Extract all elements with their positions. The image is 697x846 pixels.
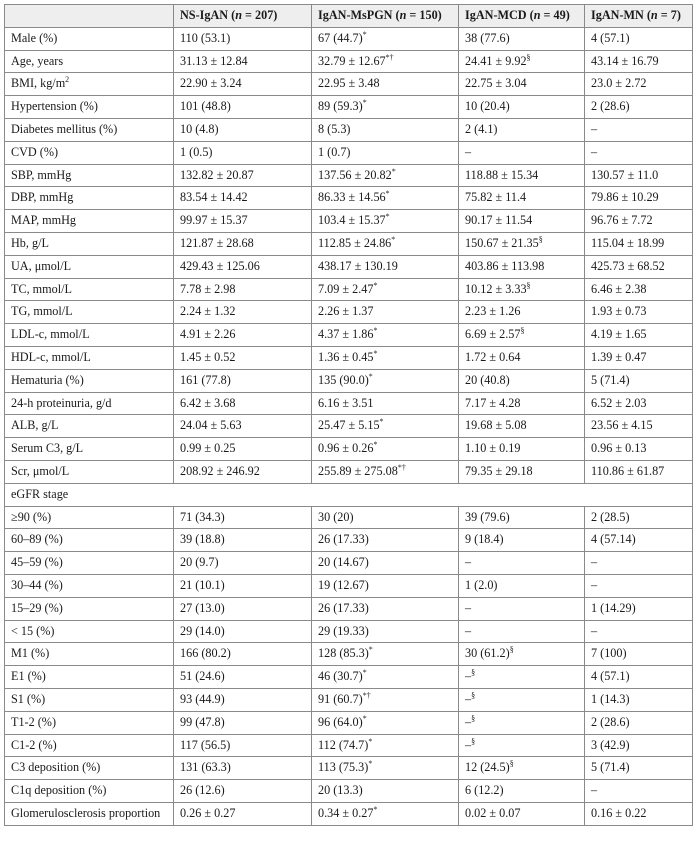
cell-ns-igan: 1 (0.5) [174, 141, 312, 164]
cell-igan-mn: 6.46 ± 2.38 [585, 278, 693, 301]
cell-igan-mcd: 90.17 ± 11.54 [459, 210, 585, 233]
cell-igan-mcd: –§ [459, 711, 585, 734]
row-label: 15–29 (%) [5, 597, 174, 620]
row-label: LDL-c, mmol/L [5, 324, 174, 347]
table-row [5, 210, 693, 233]
cell-igan-mn: – [585, 620, 693, 643]
row-label: Male (%) [5, 27, 174, 50]
cell-igan-mspgn: 30 (20) [312, 506, 459, 529]
cell-igan-mspgn: 1.36 ± 0.45* [312, 346, 459, 369]
cell-igan-mn: 425.73 ± 68.52 [585, 255, 693, 278]
cell-igan-mcd: 6 (12.2) [459, 780, 585, 803]
table-row [5, 324, 693, 347]
cell-igan-mspgn: 32.79 ± 12.67*† [312, 50, 459, 73]
row-label: E1 (%) [5, 666, 174, 689]
cell-igan-mcd: 38 (77.6) [459, 27, 585, 50]
table-row [5, 552, 693, 575]
row-label: BMI, $kg/m^2$ [5, 73, 174, 96]
cell-igan-mn: 1 (14.29) [585, 597, 693, 620]
cell-igan-mn: 4 (57.1) [585, 666, 693, 689]
table-row [5, 392, 693, 415]
cell-igan-mspgn: 4.37 ± 1.86* [312, 324, 459, 347]
cell-igan-mspgn: 22.95 ± 3.48 [312, 73, 459, 96]
row-label: 24-h proteinuria, g/d [5, 392, 174, 415]
cell-ns-igan: 21 (10.1) [174, 574, 312, 597]
table-row [5, 620, 693, 643]
cell-ns-igan: 71 (34.3) [174, 506, 312, 529]
row-label: M1 (%) [5, 643, 174, 666]
cell-igan-mspgn: 113 (75.3)* [312, 757, 459, 780]
cell-igan-mspgn: 1 (0.7) [312, 141, 459, 164]
cell-igan-mcd: – [459, 597, 585, 620]
cell-igan-mspgn: 86.33 ± 14.56* [312, 187, 459, 210]
row-label: TG, mmol/L [5, 301, 174, 324]
cell-ns-igan: 83.54 ± 14.42 [174, 187, 312, 210]
row-label: Scr, μmol/L [5, 460, 174, 483]
cell-ns-igan: 51 (24.6) [174, 666, 312, 689]
cell-igan-mn: – [585, 780, 693, 803]
row-label: ALB, g/L [5, 415, 174, 438]
cell-igan-mcd: 9 (18.4) [459, 529, 585, 552]
table-row [5, 506, 693, 529]
cell-igan-mcd: 10.12 ± 3.33§ [459, 278, 585, 301]
cell-igan-mcd: 0.02 ± 0.07 [459, 802, 585, 825]
cell-igan-mn: 23.0 ± 2.72 [585, 73, 693, 96]
cell-ns-igan: 7.78 ± 2.98 [174, 278, 312, 301]
section-label: eGFR stage [5, 483, 693, 506]
row-label: Serum C3, g/L [5, 438, 174, 461]
table-row [5, 780, 693, 803]
cell-igan-mspgn: 89 (59.3)* [312, 96, 459, 119]
row-label: Hematuria (%) [5, 369, 174, 392]
cell-igan-mn: – [585, 552, 693, 575]
table-row [5, 73, 693, 96]
cell-igan-mn: 23.56 ± 4.15 [585, 415, 693, 438]
cell-igan-mspgn: 0.96 ± 0.26* [312, 438, 459, 461]
table-container [4, 4, 693, 826]
cell-igan-mspgn: 46 (30.7)* [312, 666, 459, 689]
table-row [5, 96, 693, 119]
cell-ns-igan: 93 (44.9) [174, 688, 312, 711]
cell-ns-igan: 166 (80.2) [174, 643, 312, 666]
cell-igan-mspgn: 20 (13.3) [312, 780, 459, 803]
cell-igan-mn: 1.93 ± 0.73 [585, 301, 693, 324]
cell-igan-mn: 110.86 ± 61.87 [585, 460, 693, 483]
cell-igan-mcd: 30 (61.2)§ [459, 643, 585, 666]
cell-igan-mn: 5 (71.4) [585, 757, 693, 780]
cell-igan-mn: 96.76 ± 7.72 [585, 210, 693, 233]
header-igan-mspgn: IgAN-MsPGN (n = 150) [312, 5, 459, 28]
cell-igan-mcd: 39 (79.6) [459, 506, 585, 529]
table-row [5, 574, 693, 597]
cell-ns-igan: 2.24 ± 1.32 [174, 301, 312, 324]
cell-igan-mcd: 118.88 ± 15.34 [459, 164, 585, 187]
cell-igan-mspgn: 25.47 ± 5.15* [312, 415, 459, 438]
cell-ns-igan: 208.92 ± 246.92 [174, 460, 312, 483]
cell-igan-mcd: 2 (4.1) [459, 118, 585, 141]
row-label: TC, mmol/L [5, 278, 174, 301]
cell-igan-mcd: 1 (2.0) [459, 574, 585, 597]
table-row [5, 666, 693, 689]
cell-ns-igan: 39 (18.8) [174, 529, 312, 552]
cell-igan-mspgn: 112.85 ± 24.86* [312, 232, 459, 255]
table-row [5, 529, 693, 552]
header-ns-igan: NS-IgAN (n = 207) [174, 5, 312, 28]
cell-igan-mn: 2 (28.6) [585, 711, 693, 734]
cell-ns-igan: 20 (9.7) [174, 552, 312, 575]
cell-ns-igan: 26 (12.6) [174, 780, 312, 803]
cell-igan-mn: 115.04 ± 18.99 [585, 232, 693, 255]
header-blank [5, 5, 174, 28]
cell-igan-mn: – [585, 574, 693, 597]
cell-ns-igan: 110 (53.1) [174, 27, 312, 50]
row-label: C1q deposition (%) [5, 780, 174, 803]
cell-igan-mn: 2 (28.6) [585, 96, 693, 119]
header-igan-mcd: IgAN-MCD (n = 49) [459, 5, 585, 28]
cell-igan-mcd: 20 (40.8) [459, 369, 585, 392]
cell-ns-igan: 0.26 ± 0.27 [174, 802, 312, 825]
row-label: C3 deposition (%) [5, 757, 174, 780]
cell-igan-mcd: –§ [459, 688, 585, 711]
table-row [5, 255, 693, 278]
table-row [5, 460, 693, 483]
cell-igan-mcd: – [459, 141, 585, 164]
cell-igan-mspgn: 112 (74.7)* [312, 734, 459, 757]
cell-igan-mcd: 2.23 ± 1.26 [459, 301, 585, 324]
row-label: S1 (%) [5, 688, 174, 711]
cell-igan-mn: – [585, 141, 693, 164]
row-label: 30–44 (%) [5, 574, 174, 597]
cell-igan-mcd: 1.10 ± 0.19 [459, 438, 585, 461]
table-row [5, 50, 693, 73]
cell-igan-mn: 3 (42.9) [585, 734, 693, 757]
table-row [5, 415, 693, 438]
row-label: Diabetes mellitus (%) [5, 118, 174, 141]
cell-ns-igan: 131 (63.3) [174, 757, 312, 780]
table-row [5, 27, 693, 50]
cell-igan-mspgn: 8 (5.3) [312, 118, 459, 141]
cell-igan-mn: 6.52 ± 2.03 [585, 392, 693, 415]
header-igan-mn: IgAN-MN (n = 7) [585, 5, 693, 28]
cell-ns-igan: 29 (14.0) [174, 620, 312, 643]
cell-igan-mcd: 75.82 ± 11.4 [459, 187, 585, 210]
cell-igan-mspgn: 137.56 ± 20.82* [312, 164, 459, 187]
cell-igan-mcd: 12 (24.5)§ [459, 757, 585, 780]
cell-ns-igan: 0.99 ± 0.25 [174, 438, 312, 461]
cell-igan-mn: 5 (71.4) [585, 369, 693, 392]
row-label: HDL-c, mmol/L [5, 346, 174, 369]
cell-igan-mcd: 10 (20.4) [459, 96, 585, 119]
cell-ns-igan: 31.13 ± 12.84 [174, 50, 312, 73]
cell-ns-igan: 99.97 ± 15.37 [174, 210, 312, 233]
cell-igan-mcd: 403.86 ± 113.98 [459, 255, 585, 278]
cell-igan-mspgn: 67 (44.7)* [312, 27, 459, 50]
cell-igan-mspgn: 7.09 ± 2.47* [312, 278, 459, 301]
row-label: ≥90 (%) [5, 506, 174, 529]
cell-igan-mcd: 7.17 ± 4.28 [459, 392, 585, 415]
table-row [5, 734, 693, 757]
cell-igan-mspgn: 91 (60.7)*† [312, 688, 459, 711]
row-label: T1-2 (%) [5, 711, 174, 734]
cell-igan-mspgn: 0.34 ± 0.27* [312, 802, 459, 825]
row-label: MAP, mmHg [5, 210, 174, 233]
cell-ns-igan: 4.91 ± 2.26 [174, 324, 312, 347]
cell-igan-mn: 4.19 ± 1.65 [585, 324, 693, 347]
cell-igan-mspgn: 2.26 ± 1.37 [312, 301, 459, 324]
cell-igan-mn: 7 (100) [585, 643, 693, 666]
cell-igan-mcd: 24.41 ± 9.92§ [459, 50, 585, 73]
cell-igan-mcd: 22.75 ± 3.04 [459, 73, 585, 96]
row-label: 60–89 (%) [5, 529, 174, 552]
cell-igan-mn: 1 (14.3) [585, 688, 693, 711]
table-row [5, 118, 693, 141]
header-row [5, 5, 693, 28]
row-label: Hb, g/L [5, 232, 174, 255]
cell-ns-igan: 117 (56.5) [174, 734, 312, 757]
table-row [5, 438, 693, 461]
row-label: Glomerulosclerosis proportion [5, 802, 174, 825]
cell-ns-igan: 6.42 ± 3.68 [174, 392, 312, 415]
cell-ns-igan: 132.82 ± 20.87 [174, 164, 312, 187]
cell-igan-mspgn: 96 (64.0)* [312, 711, 459, 734]
table-row [5, 369, 693, 392]
cell-igan-mspgn: 26 (17.33) [312, 597, 459, 620]
baseline-characteristics-table [4, 4, 693, 826]
cell-ns-igan: 429.43 ± 125.06 [174, 255, 312, 278]
cell-igan-mcd: 79.35 ± 29.18 [459, 460, 585, 483]
cell-igan-mspgn: 29 (19.33) [312, 620, 459, 643]
cell-igan-mspgn: 438.17 ± 130.19 [312, 255, 459, 278]
cell-igan-mspgn: 103.4 ± 15.37* [312, 210, 459, 233]
cell-igan-mn: 4 (57.14) [585, 529, 693, 552]
table-row [5, 164, 693, 187]
row-label: < 15 (%) [5, 620, 174, 643]
cell-ns-igan: 161 (77.8) [174, 369, 312, 392]
cell-igan-mcd: – [459, 620, 585, 643]
cell-igan-mn: 43.14 ± 16.79 [585, 50, 693, 73]
cell-ns-igan: 27 (13.0) [174, 597, 312, 620]
row-label: DBP, mmHg [5, 187, 174, 210]
row-label: UA, μmol/L [5, 255, 174, 278]
table-row [5, 187, 693, 210]
cell-igan-mn: 1.39 ± 0.47 [585, 346, 693, 369]
cell-igan-mspgn: 135 (90.0)* [312, 369, 459, 392]
cell-ns-igan: 121.87 ± 28.68 [174, 232, 312, 255]
table-row [5, 278, 693, 301]
cell-ns-igan: 1.45 ± 0.52 [174, 346, 312, 369]
cell-igan-mspgn: 128 (85.3)* [312, 643, 459, 666]
table-row [5, 301, 693, 324]
row-label: Age, years [5, 50, 174, 73]
table-row [5, 141, 693, 164]
cell-igan-mspgn: 19 (12.67) [312, 574, 459, 597]
cell-igan-mspgn: 20 (14.67) [312, 552, 459, 575]
table-row [5, 688, 693, 711]
cell-igan-mcd: 150.67 ± 21.35§ [459, 232, 585, 255]
cell-igan-mcd: 6.69 ± 2.57§ [459, 324, 585, 347]
cell-igan-mn: 0.96 ± 0.13 [585, 438, 693, 461]
row-label: C1-2 (%) [5, 734, 174, 757]
row-label: Hypertension (%) [5, 96, 174, 119]
row-label: CVD (%) [5, 141, 174, 164]
cell-igan-mn: – [585, 118, 693, 141]
cell-ns-igan: 10 (4.8) [174, 118, 312, 141]
cell-igan-mcd: 19.68 ± 5.08 [459, 415, 585, 438]
table-row [5, 802, 693, 825]
cell-igan-mn: 130.57 ± 11.0 [585, 164, 693, 187]
cell-igan-mn: 4 (57.1) [585, 27, 693, 50]
cell-ns-igan: 99 (47.8) [174, 711, 312, 734]
cell-ns-igan: 22.90 ± 3.24 [174, 73, 312, 96]
table-row [5, 232, 693, 255]
row-label: 45–59 (%) [5, 552, 174, 575]
cell-igan-mspgn: 6.16 ± 3.51 [312, 392, 459, 415]
cell-igan-mn: 2 (28.5) [585, 506, 693, 529]
cell-ns-igan: 101 (48.8) [174, 96, 312, 119]
table-row [5, 597, 693, 620]
section-row [5, 483, 693, 506]
cell-igan-mspgn: 26 (17.33) [312, 529, 459, 552]
table-row [5, 711, 693, 734]
cell-ns-igan: 24.04 ± 5.63 [174, 415, 312, 438]
table-row [5, 643, 693, 666]
cell-igan-mcd: 1.72 ± 0.64 [459, 346, 585, 369]
cell-igan-mcd: –§ [459, 734, 585, 757]
table-row [5, 757, 693, 780]
table-row [5, 346, 693, 369]
row-label: SBP, mmHg [5, 164, 174, 187]
cell-igan-mcd: –§ [459, 666, 585, 689]
cell-igan-mn: 79.86 ± 10.29 [585, 187, 693, 210]
cell-igan-mspgn: 255.89 ± 275.08*† [312, 460, 459, 483]
cell-igan-mcd: – [459, 552, 585, 575]
cell-igan-mn: 0.16 ± 0.22 [585, 802, 693, 825]
